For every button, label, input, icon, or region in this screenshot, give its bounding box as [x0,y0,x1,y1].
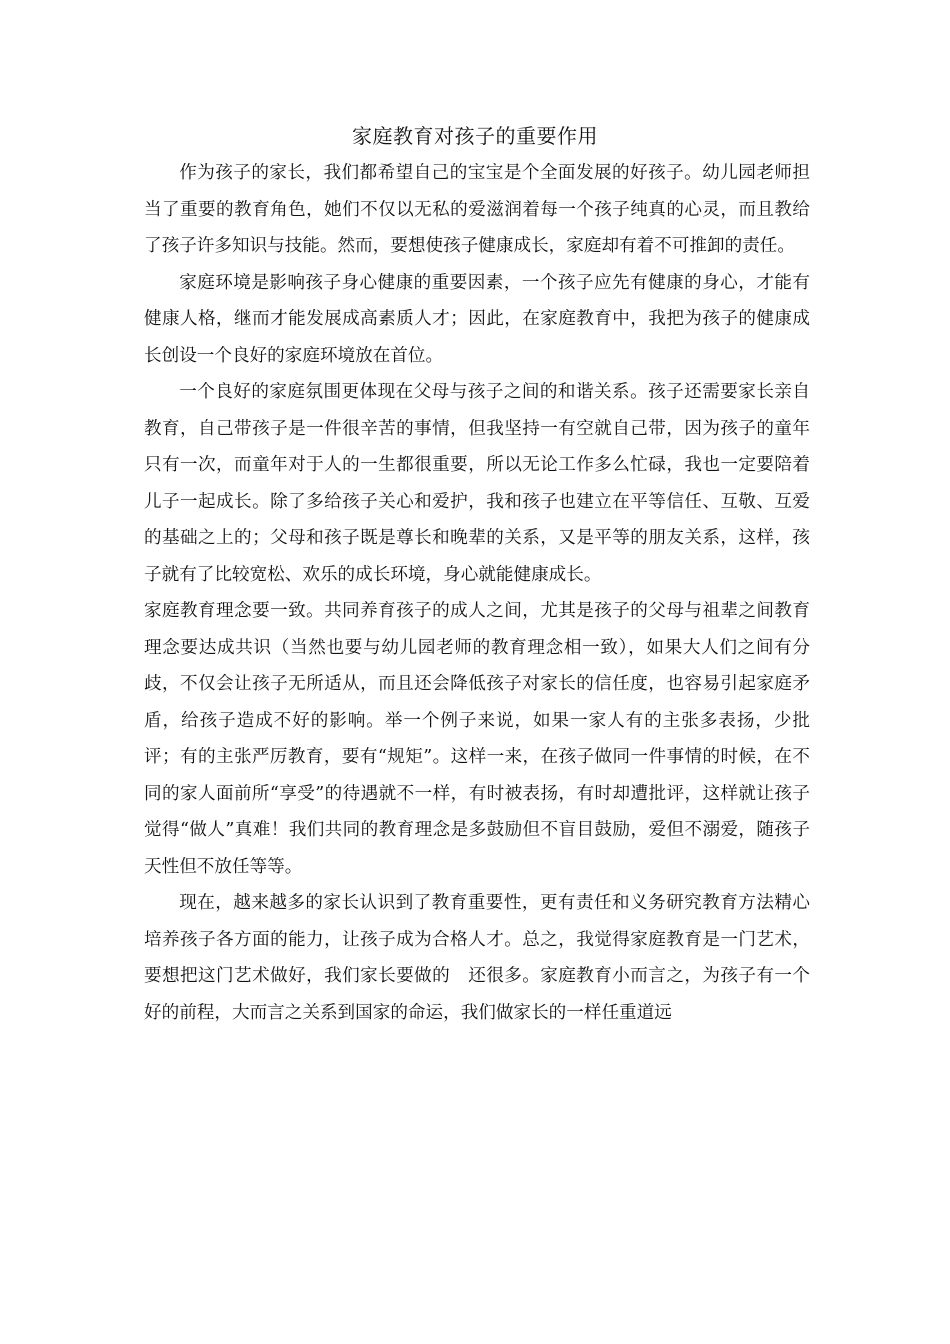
paragraph-1: 作为孩子的家长，我们都希望自己的宝宝是个全面发展的好孩子。幼儿园老师担当了重要的教育角色，她们不仅以无私的爱滋润着每一个孩子纯真的心灵，而且教给了孩子许多知识与技能。然而，要想使孩子健康成长，家庭却有着不可推卸的责任。 [144,163,810,256]
document-title: 家庭教育对孩子的重要作用 [352,124,598,148]
paragraph-3: 一个良好的家庭氛围更体现在父母与孩子之间的和谐关系。孩子还需要家长亲自教育，自己带孩子是一件很辛苦的事情，但我坚持一有空就自己带，因为孩子的童年只有一次，而童年对于人的一生都很重要，所以无论工作多么忙碌，我也一定要陪着儿子一起成长。除了多给孩子关心和爱护，我和孩子也建立在平等信任、互敬、互爱的基础之上的；父母和孩子既是尊长和晚辈的关系，又是平等的朋友关系，这样，孩子就有了比较宽松、欢乐的成长环境，身心就能健康成长。 [144,382,810,585]
paragraph-5: 现在，越来越多的家长认识到了教育重要性，更有责任和义务研究教育方法精心培养孩子各方面的能力，让孩子成为合格人才。总之，我觉得家庭教育是一门艺术，要想把这门艺术做好，我们家长要做的 还很多。家庭教育小而言之，为孩子有一个好的前程，大而言之关系到国家的命运，我们做家长的一样任重道远 [144,893,810,1023]
paragraph-2: 家庭环境是影响孩子身心健康的重要因素，一个孩子应先有健康的身心，才能有健康人格，继而才能发展成高素质人才；因此，在家庭教育中，我把为孩子的健康成长创设一个良好的家庭环境放在首位。 [144,272,810,366]
document-body [144,155,810,1031]
paragraph-4: 家庭教育理念要一致。共同养育孩子的成人之间，尤其是孩子的父母与祖辈之间教育理念要达成共识（当然也要与幼儿园老师的教育理念相一致），如果大人们之间有分歧，不仅会让孩子无所适从，而且还会降低孩子对家长的信任度，也容易引起家庭矛盾，给孩子造成不好的影响。举一个例子来说，如果一家人有的主张多表扬，少批评；有的主张严厉教育，要有“规矩”。这样一来，在孩子做同一件事情的时候，在不同的家人面前所“享受”的待遇就不一样，有时被表扬，有时却遭批评，这样就让孩子觉得“做人”真难！我们共同的教育理念是多鼓励但不盲目鼓励，爱但不溺爱，随孩子天性但不放任等等。 [144,601,810,877]
